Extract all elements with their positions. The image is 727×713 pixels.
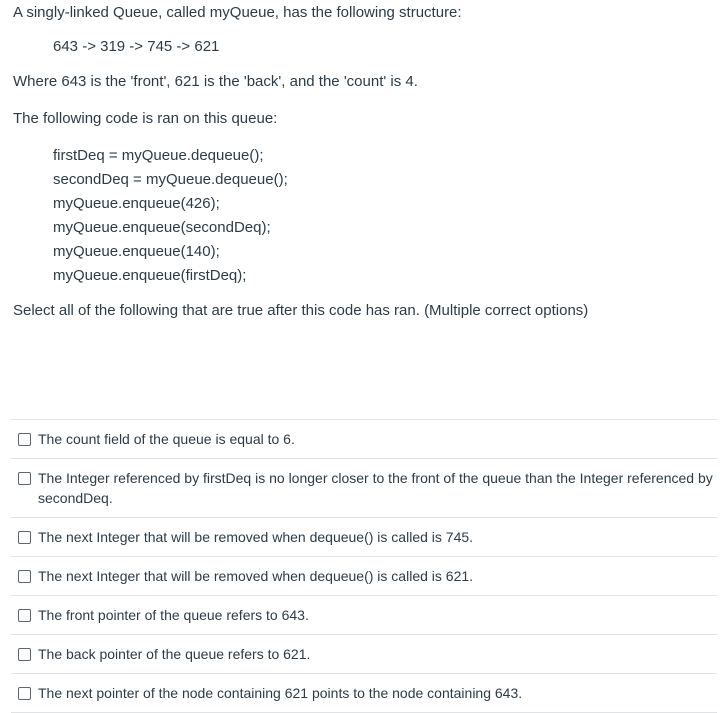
code-line: myQueue.enqueue(secondDeq); [53, 219, 271, 236]
question-following: The following code is ran on this queue: [13, 110, 278, 127]
answer-option-5[interactable] [11, 596, 717, 635]
question-prompt: Select all of the following that are true after this code has ran. (Multiple correct options) [13, 302, 589, 319]
code-line: myQueue.enqueue(firstDeq); [53, 267, 247, 284]
checkbox-icon[interactable] [18, 472, 31, 485]
answer-option-7[interactable] [11, 674, 717, 713]
question-intro: A singly-linked Queue, called myQueue, has the following structure: [13, 4, 462, 21]
code-line: myQueue.enqueue(426); [53, 195, 220, 212]
answer-option-4[interactable] [11, 557, 717, 596]
code-block [53, 146, 288, 290]
answer-option-6[interactable] [11, 635, 717, 674]
question-where: Where 643 is the 'front', 621 is the 'back', and the 'count' is 4. [13, 73, 418, 90]
checkbox-icon[interactable] [18, 531, 31, 544]
answer-option-3[interactable] [11, 518, 717, 557]
answer-list [11, 419, 717, 713]
answer-option-2[interactable] [11, 459, 717, 518]
checkbox-icon[interactable] [18, 609, 31, 622]
code-line: myQueue.enqueue(140); [53, 243, 220, 260]
answer-label: The count field of the queue is equal to 6. [38, 431, 295, 447]
queue-structure: 643 -> 319 -> 745 -> 621 [53, 38, 220, 55]
answer-label: The next pointer of the node containing 621 points to the node containing 643. [38, 685, 523, 701]
code-line: firstDeq = myQueue.dequeue(); [53, 147, 264, 164]
answer-option-1[interactable] [11, 420, 717, 459]
answer-label: The next Integer that will be removed when dequeue() is called is 745. [38, 529, 474, 545]
answer-label: The front pointer of the queue refers to 643. [38, 607, 309, 623]
checkbox-icon[interactable] [18, 687, 31, 700]
code-line: secondDeq = myQueue.dequeue(); [53, 171, 288, 188]
checkbox-icon[interactable] [18, 648, 31, 661]
checkbox-icon[interactable] [18, 433, 31, 446]
answer-label: The back pointer of the queue refers to 621. [38, 646, 311, 662]
answer-label: The next Integer that will be removed when dequeue() is called is 621. [38, 568, 474, 584]
answer-label: The Integer referenced by firstDeq is no longer closer to the front of the queue than the Integer referenced by secondDeq. [38, 470, 713, 506]
checkbox-icon[interactable] [18, 570, 31, 583]
